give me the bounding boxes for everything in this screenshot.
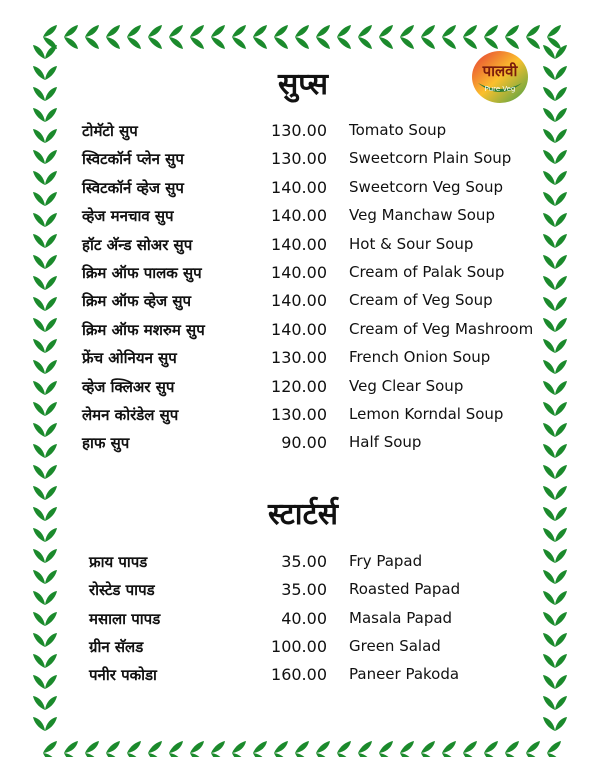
item-price: 40.00: [281, 608, 327, 628]
item-price: 100.00: [271, 636, 327, 656]
leaf-icon: [43, 741, 57, 757]
item-name-english: Fry Papad: [349, 552, 423, 570]
leaf-icon: [505, 25, 519, 49]
menu-item-row: [0, 433, 606, 459]
leaf-icon: [85, 25, 99, 49]
item-name-english: Cream of Palak Soup: [349, 263, 505, 281]
item-name-english: French Onion Soup: [349, 348, 491, 367]
item-price: 140.00: [271, 234, 327, 254]
item-price: 140.00: [271, 177, 327, 197]
soups-heading: सुप्स: [278, 67, 328, 102]
leaf-icon: [190, 25, 204, 49]
item-price: 140.00: [271, 263, 327, 282]
item-price: 130.00: [271, 405, 327, 424]
leaf-icon: [64, 25, 78, 49]
leaf-icon: [463, 741, 477, 757]
leaf-icon: [543, 717, 567, 731]
leaf-icon: [337, 741, 351, 757]
item-name-marathi: लेमन कोरंडेल सुप: [82, 406, 179, 424]
item-price: 130.00: [271, 348, 327, 368]
leaf-icon: [316, 25, 330, 49]
leaf-icon: [211, 741, 225, 757]
menu-item-row: [0, 206, 606, 232]
leaf-icon: [148, 741, 162, 757]
menu-item-row: [0, 320, 606, 346]
item-price: 35.00: [281, 552, 327, 571]
item-name-marathi: क्रिम ऑफ मशरुम सुप: [82, 320, 205, 339]
leaf-icon: [33, 465, 57, 479]
leaf-icon: [148, 25, 162, 49]
item-name-marathi: ग्रीन सॅलड: [89, 637, 144, 656]
item-name-marathi: स्विटकॉर्न व्हेज सुप: [82, 178, 184, 197]
menu-item-row: [0, 609, 606, 635]
leaf-icon: [484, 25, 498, 49]
leaf-icon: [547, 741, 561, 757]
item-name-marathi: फ्राय पापड: [89, 553, 148, 571]
item-name-english: Veg Manchaw Soup: [349, 206, 495, 225]
leaf-icon: [442, 25, 456, 49]
menu-item-row: [0, 405, 606, 431]
item-price: 140.00: [271, 206, 327, 226]
item-name-marathi: हॉट अ‍ॅन्ड सोअर सुप: [82, 235, 193, 254]
leaf-icon: [421, 25, 435, 49]
item-name-marathi: क्रिम ऑफ व्हेज सुप: [82, 292, 192, 311]
leaf-icon: [253, 741, 267, 757]
menu-item-row: [0, 178, 606, 204]
leaf-icon: [358, 25, 372, 49]
menu-item-row: [0, 580, 606, 606]
leaf-icon: [64, 741, 78, 757]
leaf-icon: [400, 25, 414, 49]
item-name-english: Masala Papad: [349, 608, 453, 627]
leaf-icon: [33, 717, 57, 731]
leaf-icon: [33, 696, 57, 710]
leaf-icon: [295, 25, 309, 49]
leaf-icon: [211, 25, 225, 49]
menu-item-row: [0, 235, 606, 261]
leaf-icon: [543, 45, 567, 59]
leaf-icon: [505, 741, 519, 757]
menu-item-row: [0, 291, 606, 317]
leaf-icon: [400, 741, 414, 757]
item-name-english: Cream of Veg Mashroom: [349, 319, 534, 338]
leaf-icon: [379, 741, 393, 757]
menu-item-row: [0, 637, 606, 663]
menu-item-row: [0, 149, 606, 175]
item-name-english: Veg Clear Soup: [349, 376, 464, 395]
item-price: 140.00: [271, 319, 327, 339]
item-name-marathi: पनीर पकोडा: [89, 666, 157, 685]
item-name-english: Hot & Sour Soup: [349, 234, 474, 253]
leaf-icon: [337, 25, 351, 49]
leaf-icon: [526, 25, 540, 49]
menu-item-row: [0, 348, 606, 374]
leaf-icon: [421, 741, 435, 757]
leaf-icon: [463, 25, 477, 49]
leaf-icon: [274, 741, 288, 757]
leaf-icon: [232, 25, 246, 49]
leaf-icon: [169, 25, 183, 49]
leaf-icon: [316, 741, 330, 757]
item-price: 120.00: [271, 376, 327, 396]
item-name-marathi: व्हेज क्लिअर सुप: [82, 377, 175, 396]
item-name-english: Sweetcorn Plain Soup: [349, 149, 512, 168]
leaf-icon: [33, 108, 57, 122]
leaf-icon: [43, 25, 57, 49]
leaf-icon: [547, 25, 561, 49]
starters-heading: स्टार्टर्स: [268, 497, 338, 532]
item-price: 140.00: [271, 291, 327, 311]
menu-item-row: [0, 263, 606, 289]
item-name-marathi: हाफ सुप: [82, 434, 130, 453]
item-name-english: Sweetcorn Veg Soup: [349, 177, 504, 196]
leaf-icon: [442, 741, 456, 757]
item-name-marathi: क्रिम ऑफ पालक सुप: [82, 264, 202, 282]
leaf-icon: [232, 741, 246, 757]
item-price: 35.00: [281, 580, 327, 600]
leaf-icon: [33, 45, 57, 59]
item-name-english: Cream of Veg Soup: [349, 291, 493, 310]
leaf-icon: [127, 741, 141, 757]
leaf-icon: [274, 25, 288, 49]
leaf-icon: [106, 741, 120, 757]
item-name-english: Half Soup: [349, 433, 422, 452]
leaf-icon: [484, 741, 498, 757]
item-name-marathi: फ्रेंच ओनियन सुप: [82, 349, 177, 368]
item-name-english: Tomato Soup: [349, 121, 447, 139]
logo-tagline: Pure Veg: [484, 85, 516, 93]
menu-item-row: [0, 121, 606, 147]
menu-item-row: [0, 665, 606, 691]
item-name-english: Lemon Korndal Soup: [349, 405, 504, 423]
leaf-icon: [85, 741, 99, 757]
leaf-icon: [253, 25, 267, 49]
leaf-icon: [526, 741, 540, 757]
leaf-icon: [190, 741, 204, 757]
item-price: 130.00: [271, 149, 327, 169]
item-name-marathi: मसाला पापड: [89, 609, 161, 628]
leaf-icon: [379, 25, 393, 49]
item-name-marathi: टोमॅटो सुप: [82, 122, 138, 140]
item-price: 90.00: [281, 433, 327, 453]
leaf-icon: [358, 741, 372, 757]
leaf-icon: [106, 25, 120, 49]
item-name-english: Paneer Pakoda: [349, 665, 460, 684]
item-name-english: Roasted Papad: [349, 580, 461, 599]
item-price: 130.00: [271, 121, 327, 140]
leaf-icon: [169, 741, 183, 757]
item-price: 160.00: [271, 665, 327, 685]
leaf-icon: [127, 25, 141, 49]
item-name-marathi: व्हेज मनचाव सुप: [82, 207, 174, 226]
leaf-icon: [295, 741, 309, 757]
menu-item-row: [0, 552, 606, 578]
leaf-icon: [543, 465, 567, 479]
item-name-marathi: स्विटकॉर्न प्लेन सुप: [82, 150, 184, 169]
leaf-icon: [543, 108, 567, 122]
item-name-marathi: रोस्टेड पापड: [89, 581, 155, 600]
logo-brand: पालवी: [482, 62, 518, 80]
item-name-english: Green Salad: [349, 636, 441, 655]
menu-item-row: [0, 377, 606, 403]
leaf-icon: [543, 696, 567, 710]
